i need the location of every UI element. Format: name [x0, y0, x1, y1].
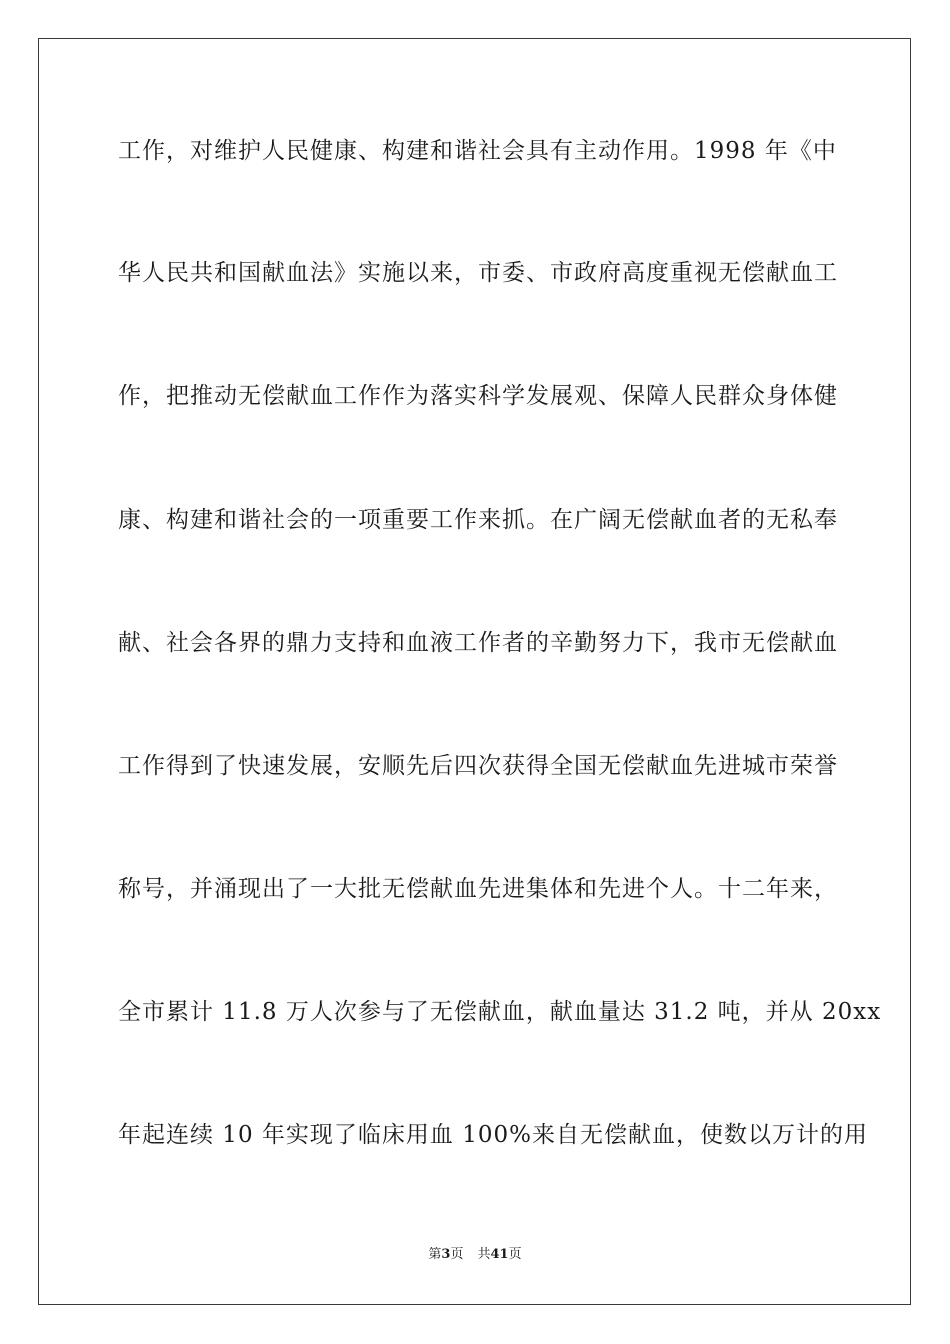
text-line: 作，把推动无偿献血工作作为落实科学发展观、保障人民群众身体健 [118, 383, 838, 409]
total-pages-suffix: 页 [508, 1247, 522, 1262]
text-line: 华人民共和国献血法》实施以来，市委、市政府高度重视无偿献血工 [118, 260, 838, 286]
total-page-count: 41 [490, 1247, 509, 1262]
text-line: 称号，并涌现出了一大批无偿献血先进集体和先进个人。十二年来， [118, 876, 838, 902]
page-number-prefix: 第 [428, 1247, 442, 1262]
text-line: 年起连续 10 年实现了临床用血 100%来自无偿献血，使数以万计的用 [118, 1122, 868, 1148]
page-border [38, 38, 911, 1305]
text-line: 工作，对维护人民健康、构建和谐社会具有主动作用。1998 年《中 [118, 138, 837, 164]
text-line: 献、社会各界的鼎力支持和血液工作者的辛勤努力下，我市无偿献血 [118, 630, 838, 656]
page-footer [0, 1246, 950, 1264]
total-pages-prefix: 共 [477, 1247, 491, 1262]
text-line: 工作得到了快速发展，安顺先后四次获得全国无偿献血先进城市荣誉 [118, 753, 838, 779]
page-number-suffix: 页 [450, 1247, 464, 1262]
text-line: 全市累计 11.8 万人次参与了无偿献血，献血量达 31.2 吨，并从 20xx [118, 999, 882, 1025]
current-page-number: 3 [441, 1247, 451, 1262]
text-line: 康、构建和谐社会的一项重要工作来抓。在广阔无偿献血者的无私奉 [118, 507, 838, 533]
